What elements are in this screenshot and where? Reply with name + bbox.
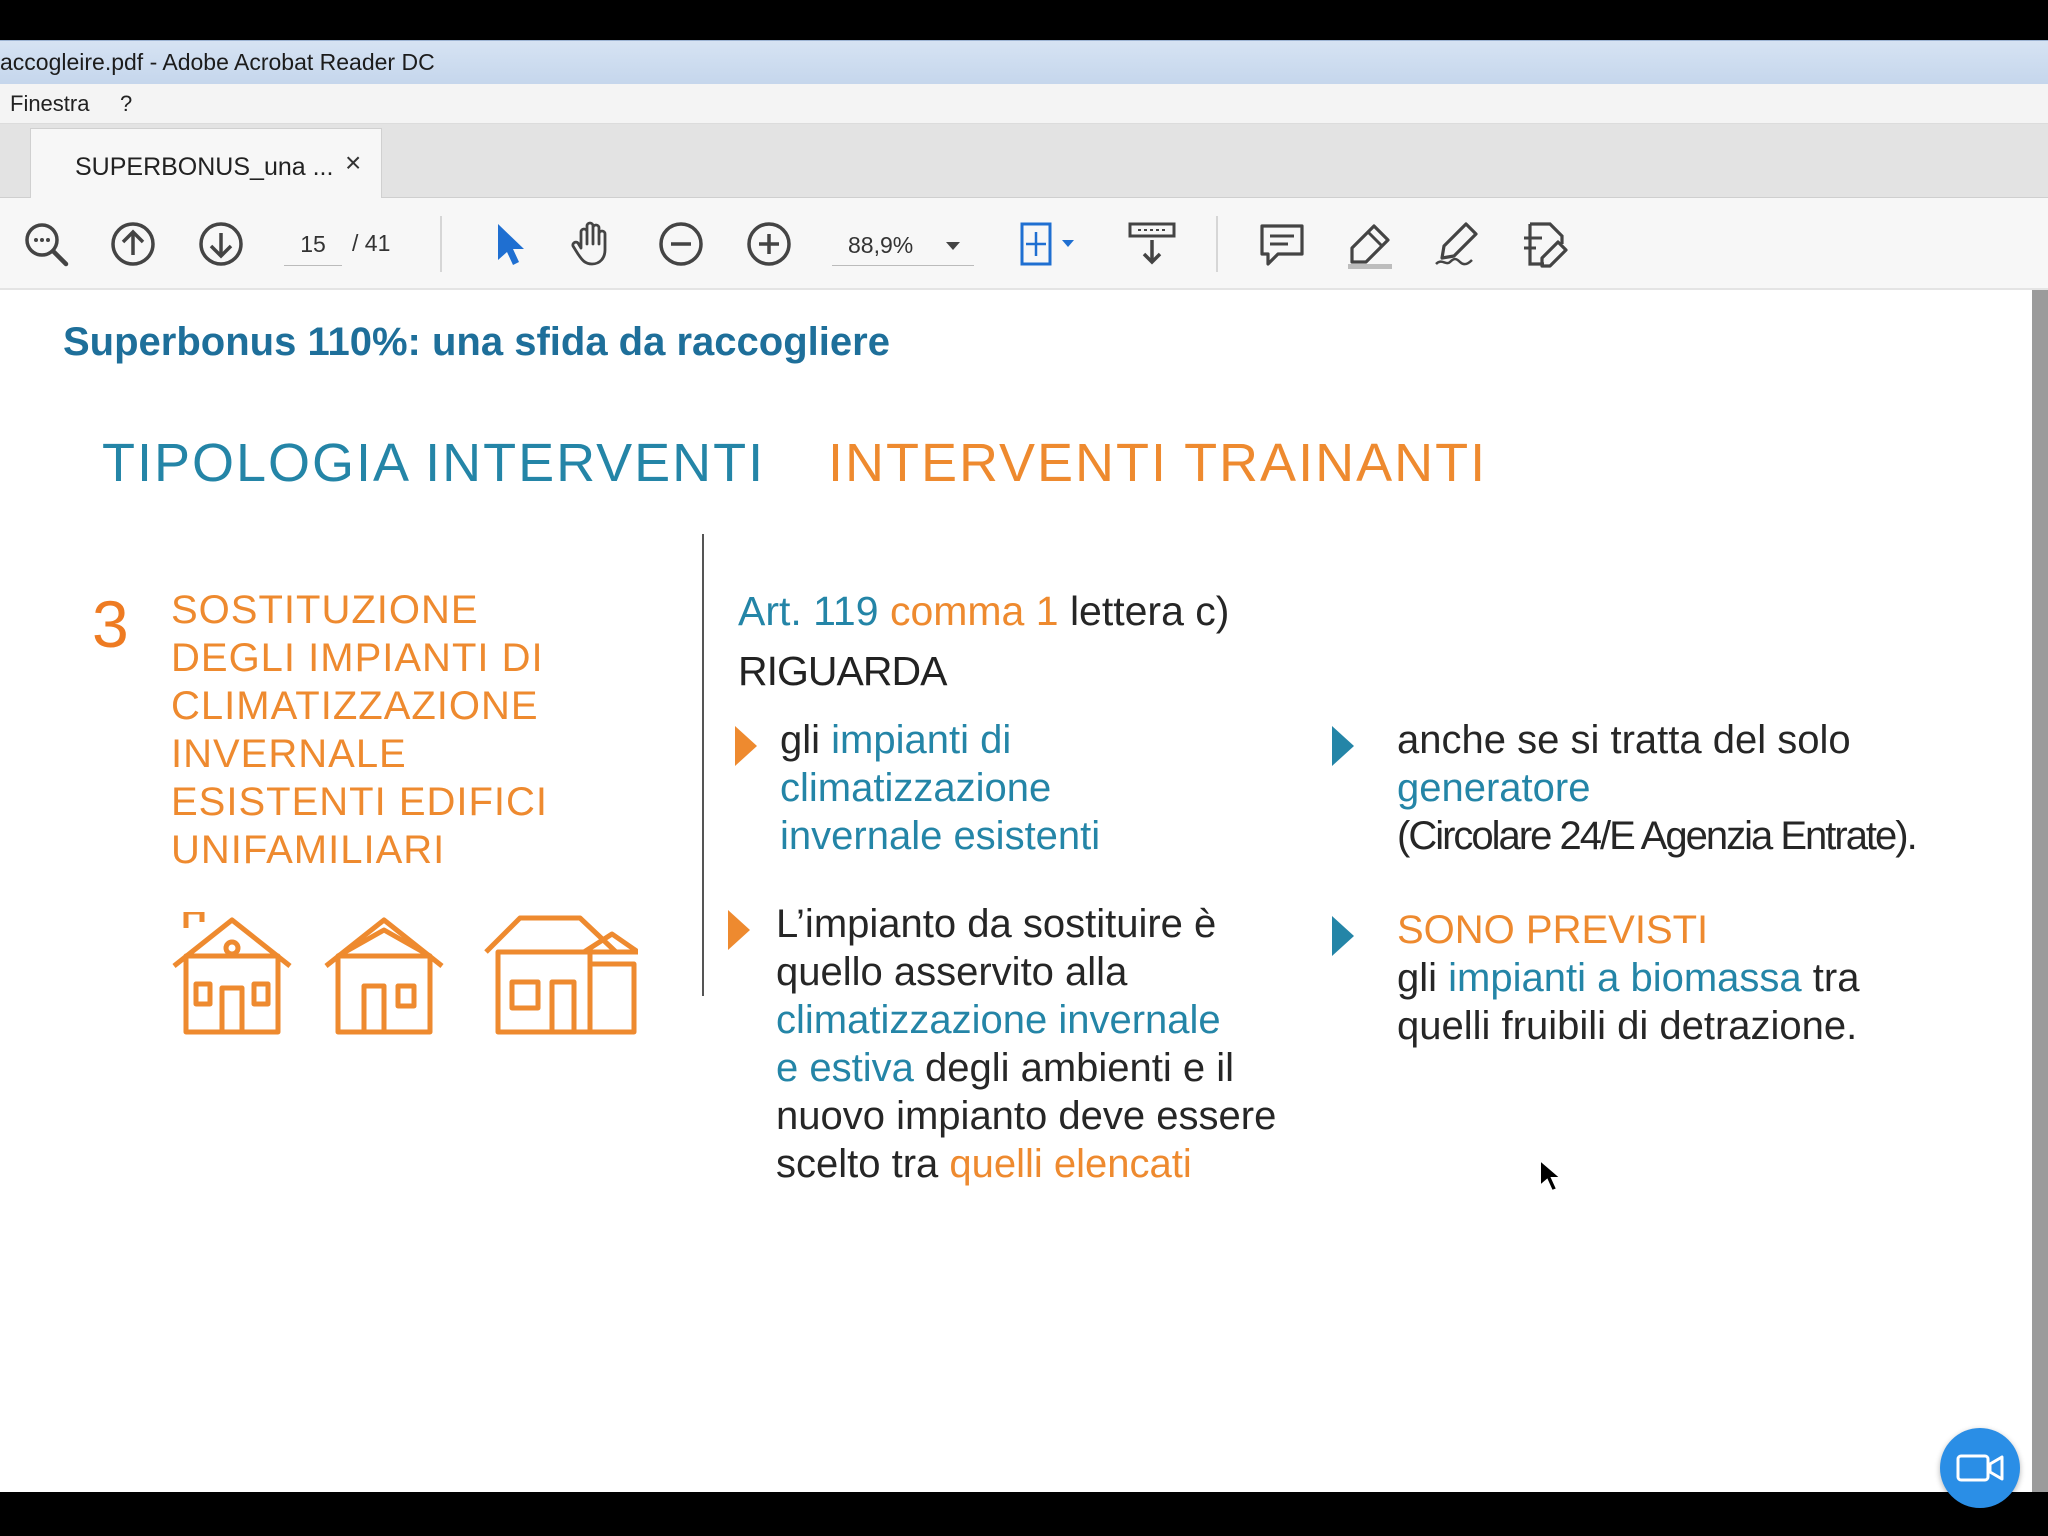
pdf-page (0, 290, 2048, 1492)
highlight-icon[interactable] (1342, 216, 1398, 272)
toolbar-divider (1216, 216, 1218, 272)
bullet-highlight: quelli elencati (949, 1142, 1192, 1186)
bullet-arrow-icon (728, 910, 750, 950)
menu-help[interactable]: ? (120, 91, 133, 116)
fit-page-icon[interactable] (1012, 216, 1088, 272)
bullet-highlight: climatizzazione (780, 766, 1052, 810)
menu-finestra[interactable]: Finestra (10, 91, 90, 116)
column-divider (702, 534, 704, 996)
heading-tipologia: TIPOLOGIA INTERVENTI (102, 433, 766, 493)
bottom-black-bar (0, 1492, 2048, 1536)
bullet-text: quelli fruibili di detrazione. (1397, 1004, 1858, 1048)
bullet-text: L’impianto da sostituire è (776, 902, 1217, 946)
bullet-impianto-sostituire (776, 900, 1346, 1188)
section-heading-line: DEGLI IMPIANTI DI (171, 636, 544, 680)
scroll-mode-icon[interactable] (1124, 216, 1180, 272)
edit-pdf-icon[interactable] (1518, 216, 1574, 272)
zoom-dropdown[interactable] (832, 224, 974, 266)
zoom-out-icon[interactable] (653, 216, 709, 272)
document-tab[interactable] (30, 128, 382, 199)
mouse-cursor-icon (1538, 1158, 1564, 1194)
bullet-highlight: SONO PREVISTI (1397, 908, 1709, 952)
section-heading (171, 586, 611, 874)
riguarda-label: RIGUARDA (738, 648, 947, 694)
bullet-text: degli ambienti e il (913, 1046, 1235, 1090)
menu-bar (0, 84, 2048, 124)
zoom-search-icon[interactable] (18, 216, 74, 272)
bullet-generatore (1397, 716, 1957, 860)
document-title: Superbonus 110%: una sfida da raccogliere (63, 320, 890, 364)
article-reference (738, 588, 1229, 635)
window-title: accogleire.pdf - Adobe Acrobat Reader DC (0, 49, 435, 75)
zoom-value: 88,9% (848, 232, 914, 258)
bullet-highlight: climatizzazione invernale (776, 998, 1221, 1042)
page-number-input[interactable]: 15 (284, 224, 342, 266)
section-heading-line: UNIFAMILIARI (171, 828, 446, 872)
houses-icon (168, 912, 638, 1038)
video-camera-button[interactable] (1940, 1428, 2020, 1508)
bullet-text: nuovo impianto deve essere (776, 1094, 1277, 1138)
zoom-in-icon[interactable] (741, 216, 797, 272)
sign-icon[interactable] (1430, 216, 1486, 272)
bullet-text: gli (1397, 956, 1449, 1000)
page-total: / 41 (352, 230, 391, 256)
select-arrow-icon[interactable] (480, 216, 536, 272)
article-number: Art. 119 (738, 588, 890, 634)
window-titlebar (0, 40, 2048, 84)
bullet-arrow-icon (1332, 726, 1354, 766)
bullet-highlight: impianti a biomassa (1448, 956, 1802, 1000)
page-up-icon[interactable] (105, 216, 161, 272)
section-heading-line: INVERNALE (171, 732, 407, 776)
bullet-highlight: impianti di (831, 718, 1012, 762)
vertical-scrollbar[interactable] (2032, 290, 2048, 1492)
bullet-impianti (780, 716, 1320, 860)
article-comma: comma 1 (889, 588, 1059, 634)
bullet-arrow-icon (735, 726, 757, 766)
section-heading-line: ESISTENTI EDIFICI (171, 780, 549, 824)
toolbar-divider (440, 216, 442, 272)
bullet-text: (Circolare 24/E Agenzia Entrate). (1397, 814, 1916, 858)
bullet-sono-previsti (1397, 906, 1957, 1050)
bullet-text: scelto tra (776, 1142, 950, 1186)
section-number: 3 (92, 587, 129, 661)
section-heading-line: CLIMATIZZAZIONE (171, 684, 539, 728)
section-heading-line: SOSTITUZIONE (171, 588, 479, 632)
document-tab-label: SUPERBONUS_una ... (75, 153, 334, 181)
bullet-text: anche se si tratta del solo (1397, 718, 1851, 762)
comment-icon[interactable] (1254, 216, 1310, 272)
bullet-arrow-icon (1332, 916, 1354, 956)
close-tab-icon[interactable]: × (345, 147, 362, 178)
bullet-highlight: e estiva (776, 1046, 914, 1090)
tab-bar (0, 124, 2048, 198)
hand-tool-icon[interactable] (565, 216, 621, 272)
chevron-down-icon (946, 242, 960, 250)
toolbar (0, 198, 2048, 290)
video-camera-icon (1956, 1451, 2004, 1485)
heading-trainanti: INTERVENTI TRAINANTI (828, 433, 1488, 493)
bullet-text: gli (780, 718, 832, 762)
bullet-text: quello asservito alla (776, 950, 1128, 994)
page-down-icon[interactable] (193, 216, 249, 272)
top-black-bar (0, 0, 2048, 40)
bullet-text: tra (1801, 956, 1860, 1000)
bullet-highlight: invernale esistenti (780, 814, 1101, 858)
bullet-highlight: generatore (1397, 766, 1591, 810)
article-letter: lettera c) (1058, 588, 1230, 634)
